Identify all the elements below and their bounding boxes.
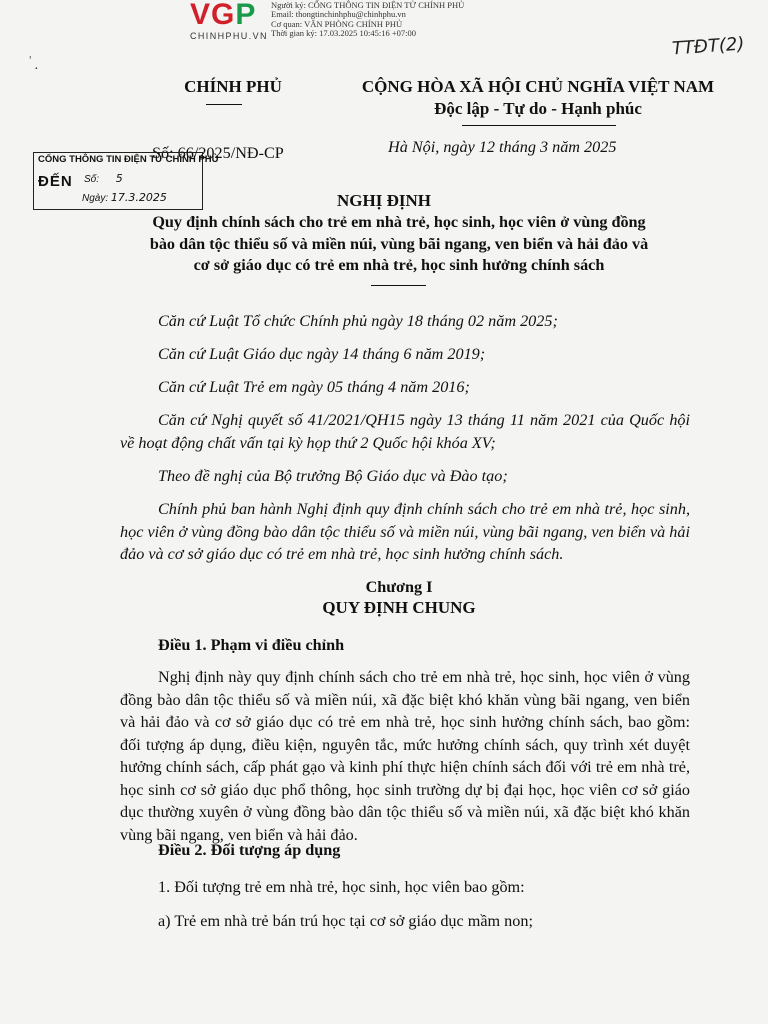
chapter-title: QUY ĐỊNH CHUNG	[322, 598, 476, 617]
issuer-name: CHÍNH PHỦ	[184, 77, 282, 96]
handwritten-note: TTĐT(2)	[670, 33, 745, 60]
issuer-underline	[206, 104, 242, 105]
stamp-date-value: 17.3.2025	[110, 191, 167, 204]
stamp-title: CỔNG THÔNG TIN ĐIỆN TỬ CHÍNH PHỦ	[38, 154, 219, 165]
legal-basis: Theo đề nghị của Bộ trưởng Bộ Giáo dục và Đào tạo;	[158, 467, 508, 485]
nation-title: CỘNG HÒA XÃ HỘI CHỦ NGHĨA VIỆT NAM	[361, 77, 715, 96]
article-2-item-1a: a) Trẻ em nhà trẻ bán trú học tại cơ sở giáo dục mầm non;	[158, 912, 533, 930]
vgp-logo-subtitle: CHINHPHU.VN	[190, 31, 268, 41]
subject-line: cơ sở giáo dục có trẻ em nhà trẻ, học sinh hưởng chính sách	[193, 256, 605, 274]
signature-line: Người ký: CỔNG THÔNG TIN ĐIỆN TỬ CHÍNH PHỦ	[271, 0, 465, 10]
motto: Độc lập - Tự do - Hạnh phúc	[434, 99, 642, 118]
place-and-date: Hà Nội, ngày 12 tháng 3 năm 2025	[388, 138, 617, 156]
legal-basis: Căn cứ Luật Trẻ em ngày 05 tháng 4 năm 2016;	[158, 378, 470, 396]
article-1-body: Nghị định này quy định chính sách cho trẻ em nhà trẻ, học sinh, học viên ở vùng đồng bào dân tộc thiểu số và miền núi, xã đặc biệt khó khăn vùng bãi ngang, ven biển và hải đảo và cơ sở giáo dục có trẻ em nhà trẻ, học sinh hưởng chính sách, bao gồm: đối tượng áp dụng, điều kiện, nguyên tắc, mức hưởng chính sách, quy trình xét duyệt hưởng chính sách, cấp phát gạo và kinh phí thực hiện chính sách đối với trẻ em nhà trẻ, học sinh cơ sở giáo dục phổ thông, học sinh trường dự bị đại học, học viên cơ sở giáo dục thường xuyên ở vùng đồng bào dân tộc thiểu số và miền núi, xã đặc biệt khó khăn vùng bãi ngang, ven biển và hải đảo.	[120, 668, 690, 844]
signature-line: Cơ quan: VĂN PHÒNG CHÍNH PHỦ	[271, 18, 403, 29]
motto-underline	[462, 125, 616, 126]
legal-basis: Căn cứ Nghị quyết số 41/2021/QH15 ngày 13 tháng 11 năm 2021 của Quốc hội về hoạt động chất vấn tại kỳ họp thứ 2 Quốc hội khóa XV;	[120, 411, 690, 452]
document-subject	[110, 212, 688, 277]
stamp-number-label: Số:	[84, 174, 100, 185]
legal-basis: Căn cứ Luật Tổ chức Chính phủ ngày 18 tháng 02 năm 2025;	[158, 312, 558, 330]
signature-line: Thời gian ký: 17.03.2025 10:45:16 +07:00	[271, 28, 417, 39]
enactment-clause: Chính phủ ban hành Nghị định quy định chính sách cho trẻ em nhà trẻ, học sinh, học viên ở vùng đồng bào dân tộc thiểu số và miền núi, vùng bãi ngang, ven biển và hải đảo và cơ sở giáo dục có trẻ em nhà trẻ, học sinh hưởng chính sách.	[120, 500, 690, 563]
article-2-heading: Điều 2. Đối tượng áp dụng	[158, 841, 341, 859]
digital-signature	[271, 1, 464, 39]
stamp-number	[84, 172, 123, 185]
vgp-logo: VGP	[190, 0, 257, 31]
subject-line: bào dân tộc thiểu số và miền núi, vùng bãi ngang, ven biển và hải đảo và	[149, 234, 649, 253]
document-number: Số: 66/2025/NĐ-CP	[152, 144, 284, 162]
scan-mark: ˒	[28, 48, 33, 63]
chapter-number: Chương I	[365, 578, 433, 596]
legal-basis: Căn cứ Luật Giáo dục ngày 14 tháng 6 năm 2019;	[158, 345, 486, 363]
subject-line: Quy định chính sách cho trẻ em nhà trẻ, học sinh, học viên ở vùng đồng	[152, 213, 646, 231]
scan-mark: ·	[34, 62, 39, 77]
stamp-date-label: Ngày:	[82, 193, 109, 204]
subject-underline	[371, 285, 426, 286]
stamp-number-value: 5	[115, 172, 123, 185]
article-1-heading: Điều 1. Phạm vi điều chỉnh	[158, 636, 345, 654]
stamp-den: ĐẾN	[38, 173, 73, 190]
article-2-item-1: 1. Đối tượng trẻ em nhà trẻ, học sinh, học viên bao gồm:	[158, 878, 525, 896]
signature-line: Email: thongtinchinhphu@chinhphu.vn	[271, 9, 406, 20]
document-type: NGHỊ ĐỊNH	[337, 191, 431, 210]
